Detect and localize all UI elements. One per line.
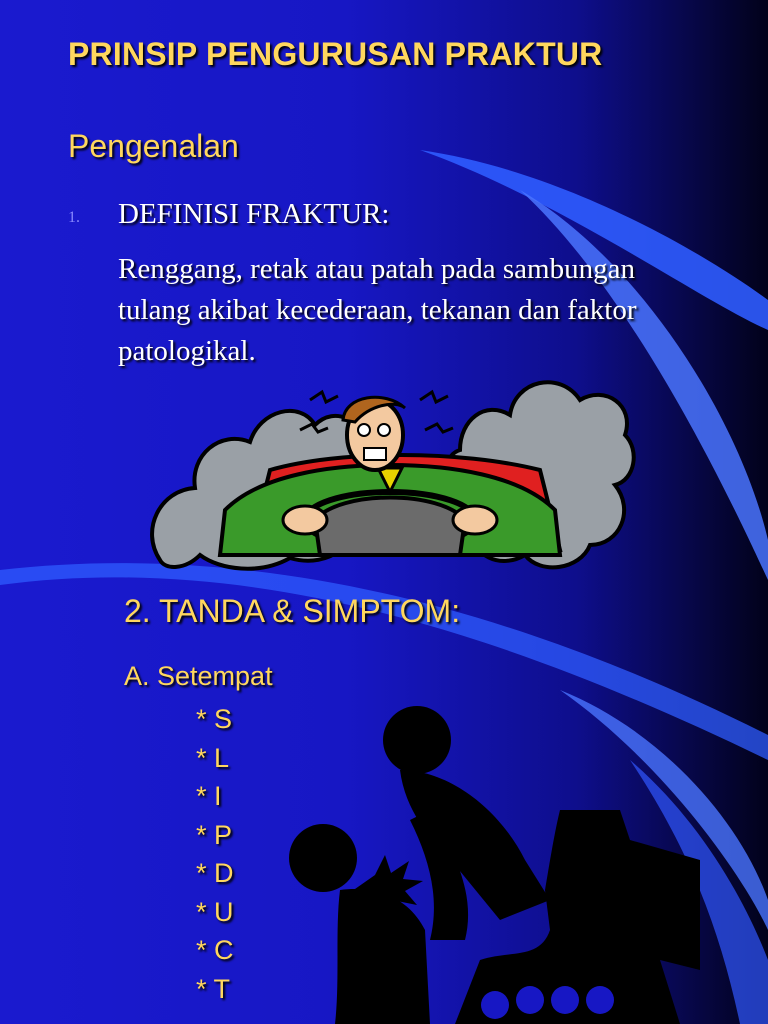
- stressed-driver-clipart: [140, 370, 640, 580]
- slide-subtitle: Pengenalan: [68, 128, 239, 164]
- list-number: 1.: [68, 209, 80, 226]
- definition-heading: DEFINISI FRAKTUR:: [118, 198, 390, 230]
- list-item: * T: [196, 973, 231, 1004]
- list-item: * P: [196, 819, 233, 850]
- list-item: * L: [196, 742, 230, 773]
- section-2-heading: 2. TANDA & SIMPTOM:: [124, 593, 461, 629]
- car-crash-silhouette: [280, 700, 720, 1024]
- list-item: * C: [196, 935, 234, 965]
- list-item: * D: [196, 858, 234, 888]
- symptom-letter-list: [196, 700, 234, 1008]
- definition-body: Renggang, retak atau patah pada sambungan tulang akibat kecederaan, tekanan dan faktor patologikal.: [118, 253, 637, 367]
- slide-title: PRINSIP PENGURUSAN PRAKTUR: [68, 36, 603, 72]
- list-item: * U: [196, 896, 234, 927]
- list-item: * I: [196, 781, 222, 811]
- list-item: * S: [196, 704, 233, 734]
- section-2-sub-a: A. Setempat: [124, 661, 273, 691]
